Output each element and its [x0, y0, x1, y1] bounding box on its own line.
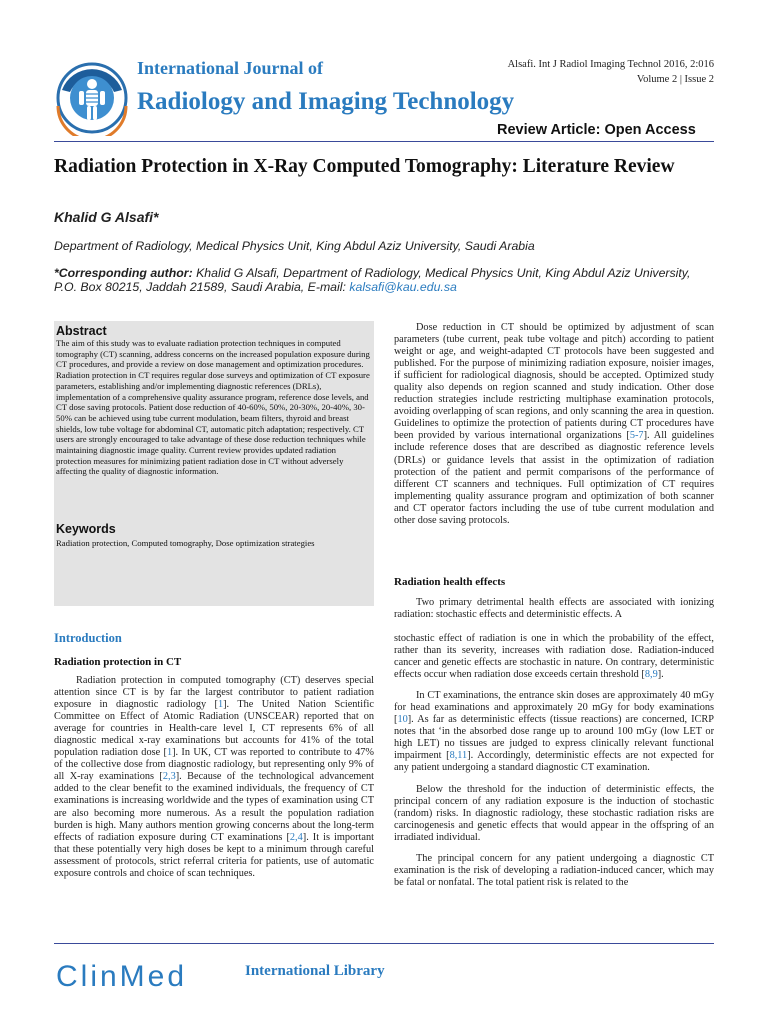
principal-concern-paragraph: The principal concern for any patient undergoing a diagnostic CT examination is the risk of developing a radiation-induced cancer, which may be fatal or nonfatal. The total patient risk is related to the — [394, 852, 714, 888]
author-name: Khalid G Alsafi* — [54, 209, 159, 225]
ref-link[interactable]: 1 — [217, 699, 224, 711]
footer-rule — [54, 943, 714, 944]
left-column-body — [54, 675, 374, 880]
citation: Alsafi. Int J Radiol Imaging Technol 2016, 2:016 — [507, 59, 714, 70]
dose-reduction-paragraph: Dose reduction in CT should be optimized by adjustment of scan parameters (tube current, peak tube voltage and pitch) according to patient weight or age, and weight-adapted CT protocols have been suggested and published. For the purpose of minimizing radiation exposure, noisier images, if sufficient for radiological diagnosis, should be accepted. Optimized study quality also depends on region scanned and study indication. Other dose reduction strategies include restricting multiphase examination protocols, avoiding overlapping of scan regions, and only scanning the area in question. Guidelines to optimize the protection of patients during CT procedures have been provided by various international organizations [5-7]. All guidelines include reference doses that are described as diagnostic reference levels (DRLs) or guidance levels that assist in the optimization of radiation protection of the patient and permit comparisons of the performance of different CT scanners and techniques. Full optimization of CT requires implementing quality assurance program and optimization of both scanner and CT operator factors including the use of tube current modulation and other dose saving protocols. — [394, 322, 714, 526]
health-effects-paragraph: Two primary detrimental health effects are associated with ionizing radiation: stochastic effects and deterministic effects. A — [394, 597, 714, 621]
threshold-paragraph: Below the threshold for the induction of deterministic effects, the principal concern of any radiation exposure is the induction of stochastic (random) risks. In diagnostic radiology, these stochastic radiation risks are carcinogenesis and genetic effects that would appear in the offspring of an irradiated individual. — [394, 783, 714, 843]
header-rule — [54, 141, 714, 142]
corr-text: Khalid G Alsafi, Department of Radiology, Medical Physics Unit, King Abdul Aziz University, — [192, 266, 691, 280]
corresponding-author — [54, 266, 714, 294]
corr-address: P.O. Box 80215, Jaddah 21589, Saudi Arabia, E-mail: — [54, 280, 350, 294]
clinmed-logo: ClinMed — [56, 960, 188, 993]
corr-label: *Corresponding author: — [54, 266, 193, 280]
ref-link[interactable]: 8,11 — [449, 750, 468, 762]
affiliation: Department of Radiology, Medical Physics Unit, King Abdul Aziz University, Saudi Arabia — [54, 239, 535, 253]
abstract-text: The aim of this study was to evaluate radiation protection techniques in computed tomography (CT) scanning, address concerns on the increased population exposure during CT procedures, and provide a review on dose management and optimization procedures. Radiation protection in CT requires regular dose surveys and optimization of CT exposure parameters, establishing and/or implementing diagnostic references (DRLs), implementation of a comprehensive quality assurance program, reference dose levels, and CT dose saving protocols. Patient dose reduction of 40-60%, 50%, 20-30%, 20-40%, 30-50% can be achieved using tube current modulation, beam filters, thyroid and breast shields, low tube voltage for abdominal CT, automatic pitch adaptation; respectively. CT users are strongly encouraged to take advantage of these dose reduction techniques while maintaining diagnostic image quality. Current review provides updated radiation protection measures for minimizing patient radiation dose in CT without adversely affecting the quality of diagnostic information. — [56, 338, 370, 477]
right-column-body-1 — [394, 322, 714, 527]
journal-name-line1: International Journal of — [137, 58, 324, 78]
ref-link[interactable]: 2,3 — [162, 771, 176, 783]
keywords-text: Radiation protection, Computed tomography, Dose optimization strategies — [56, 538, 315, 548]
right-column-body-3 — [394, 633, 714, 889]
radiation-health-effects-heading: Radiation health effects — [394, 576, 506, 588]
ref-link[interactable]: 1 — [166, 747, 173, 759]
corr-email-link[interactable]: kalsafi@kau.edu.sa — [349, 280, 457, 294]
volume-issue: Volume 2 | Issue 2 — [636, 74, 714, 85]
international-library-label: International Library — [245, 963, 385, 979]
citation-block — [508, 57, 714, 87]
article-title: Radiation Protection in X-Ray Computed Tomography: Literature Review — [54, 156, 675, 177]
ref-link[interactable]: 5-7 — [629, 430, 644, 442]
journal-logo-icon — [54, 60, 130, 136]
radiation-protection-heading: Radiation protection in CT — [54, 656, 182, 668]
right-column-body-2 — [394, 597, 714, 621]
keywords-heading: Keywords — [56, 522, 116, 536]
article-type: Review Article: Open Access — [497, 122, 696, 138]
introduction-heading: Introduction — [54, 631, 122, 645]
ref-link[interactable]: 8,9 — [644, 669, 658, 681]
abstract-box — [54, 321, 374, 606]
intro-paragraph: Radiation protection in computed tomography (CT) deserves special attention since CT is by far the largest contributor to patient radiation exposure in diagnostic radiology [1]. The United Nation Scientific Committee on Effect of Atomic Radiation (UNSCEAR) reported that on average for countries in Health-care level I, CT represents 6% of all diagnostic medical x-ray examinations but accounts for 41% of the total population radiation dose [1]. In UK, CT was reported to contribute to 47% of the collective dose from diagnostic radiology, but representing only 9% of all X-ray examinations [2,3]. Because of the technological advancement added to the clear benefit to the examined individuals, the frequency of CT examinations is increasing worldwide and the types of examination using CT are also becoming more numerous. As a result the population radiation burden is high. Many authors mention growing concerns about the long-term effects of radiation exposure during CT examinations [2,4]. It is important that these potentially very high doses be kept to a minimum through careful assessment of protocols, strict referral criteria for patients, use of automatic exposure controls and choice of scan techniques. — [54, 675, 375, 879]
stochastic-paragraph: stochastic effect of radiation is one in which the probability of the effect, rather than its severity, increases with radiation dose. Radiation-induced cancer and genetic effects are stochastic in nature. On contrary, deterministic effects occur when radiation dose exceeds certain threshold [8,9]. — [394, 633, 714, 681]
abstract-heading: Abstract — [56, 324, 107, 338]
ref-link[interactable]: 2,4 — [289, 831, 303, 843]
journal-name-line2: Radiology and Imaging Technology — [137, 88, 515, 115]
skin-dose-paragraph: In CT examinations, the entrance skin doses are approximately 40 mGy for head examinations and approximately 20 mGy for body examinations [10]. As far as deterministic effects (tissue reactions) are concerned, ICRP notes that ‘in the absorbed dose range up to around 100 mGy (low LET or high LET) no tissues are judged to express clinically relevant functional impairment [8,11]. Accordingly, deterministic effects are not expected for any patient undergoing a standard diagnostic CT examination. — [394, 690, 714, 774]
ref-link[interactable]: 10 — [397, 714, 408, 726]
